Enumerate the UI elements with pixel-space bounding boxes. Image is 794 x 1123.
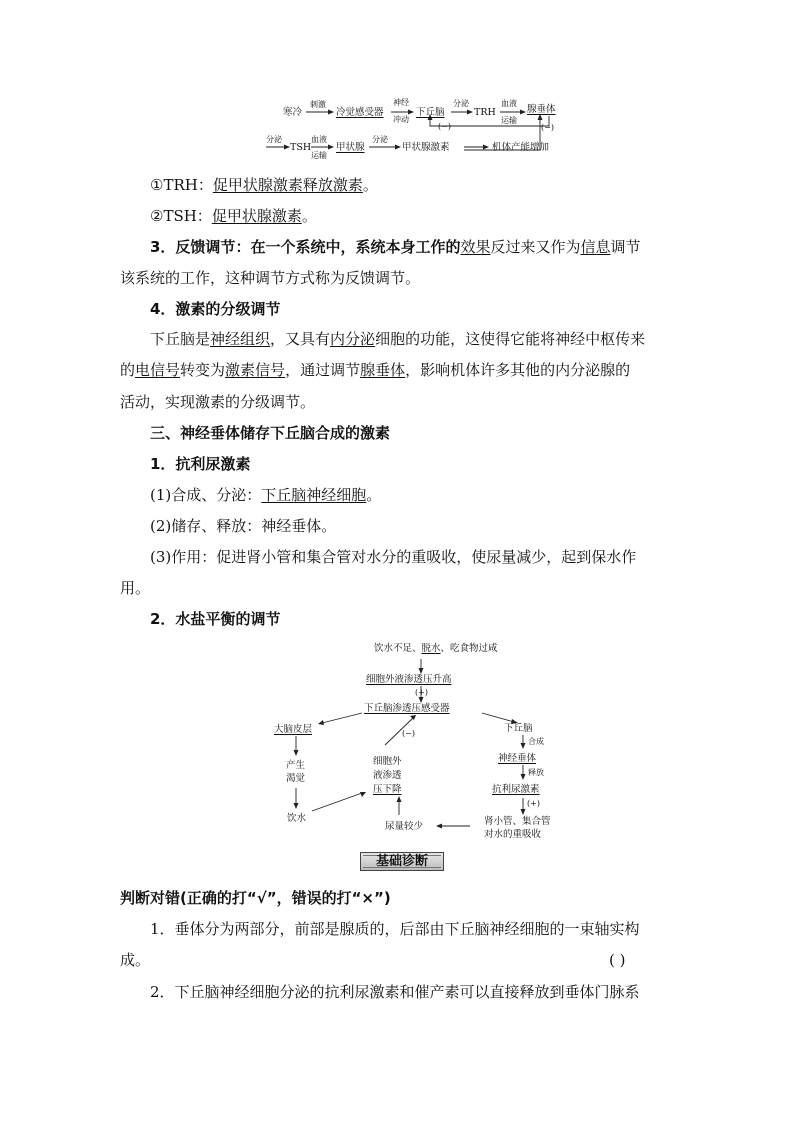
blood2-label-bottom: 运输 xyxy=(311,151,327,160)
water-salt-title: 2．水盐平衡的调节 xyxy=(150,610,281,628)
negative-sign-2: (−) xyxy=(541,123,554,132)
plus-sign-2: (+) xyxy=(527,799,540,808)
osmolarity-up-label: 细胞外液渗透压升高 xyxy=(366,674,452,685)
osmolarity-down-2: 液渗透 xyxy=(373,770,402,781)
question-2-line-1: 2．下丘脑神经细胞分泌的抗利尿激素和催产素可以直接释放到垂体门脉系 xyxy=(150,983,640,1001)
secrete-label-3: 分泌 xyxy=(372,135,388,144)
answer-blank-1[interactable]: ( ) xyxy=(609,951,626,969)
hypothalamus-node: 下丘脑 xyxy=(504,723,533,734)
thirst-label-2: 渴觉 xyxy=(286,773,306,784)
cerebral-cortex-label: 大脑皮层 xyxy=(274,724,313,735)
question-1-line-1: 1．垂体分为两部分，前部是腺质的，后部由下丘脑神经细胞的一束轴实构 xyxy=(150,920,640,938)
tsh-label: TSH xyxy=(290,142,312,153)
stimulus-label: 刺激 xyxy=(310,100,326,109)
banner-title: 基础诊断 xyxy=(375,854,428,869)
adh-function-line-2: 用。 xyxy=(120,579,151,597)
adh-title: 1．抗利尿激素 xyxy=(150,455,251,473)
instruction-text: 判断对错(正确的打“√”，错误的打“×”) xyxy=(120,889,391,907)
hypothalamus-label: 下丘脑 xyxy=(416,107,445,118)
basic-diagnosis-banner xyxy=(360,852,444,871)
section3-title: 三、神经垂体储存下丘脑合成的激素 xyxy=(150,424,391,442)
trh-label: TRH xyxy=(474,107,496,118)
cause-text: 饮水不足、脱水、吃食物过咸 xyxy=(374,643,498,654)
hierarchy-line-2: 的电信号转变为激素信号，通过调节腺垂体，影响机体许多其他的内分泌腺的 xyxy=(120,361,631,379)
pituitary-label: 腺垂体 xyxy=(527,104,556,115)
cold-receptor-label: 冷觉感受器 xyxy=(336,107,384,118)
plus-sign-1: (+) xyxy=(415,688,428,697)
adh-synthesis: (1)合成、分泌：下丘脑神经细胞。 xyxy=(150,486,382,504)
less-urine-label: 尿量较少 xyxy=(385,821,424,832)
release-label: 释放 xyxy=(528,768,544,777)
kidney-label-1: 肾小管、集合管 xyxy=(484,816,551,827)
question-1-line-2: 成。 xyxy=(120,951,151,969)
synthesize-label: 合成 xyxy=(528,737,544,746)
negative-sign-1: (−) xyxy=(438,122,451,131)
osmolarity-down-3: 压下降 xyxy=(373,784,402,795)
neurohypophysis-label: 神经垂体 xyxy=(498,753,537,764)
cold-label: 寒冷 xyxy=(283,107,303,118)
drink-water-label: 饮水 xyxy=(287,813,307,824)
osmolarity-down-1: 细胞外 xyxy=(373,756,402,767)
heat-increase-label: 机体产能增加 xyxy=(492,142,550,153)
nerve-label-bottom: 冲动 xyxy=(393,115,409,124)
hierarchy-line-1: 下丘脑是神经组织，又具有内分泌细胞的功能，这使得它能将神经中枢传来 xyxy=(150,330,646,348)
trh-definition: ①TRH：促甲状腺激素释放激素。 xyxy=(150,176,378,194)
blood-label-bottom: 运输 xyxy=(501,116,517,125)
secrete-label-2: 分泌 xyxy=(266,135,282,144)
thyroid-hormone-label: 甲状腺激素 xyxy=(402,142,450,153)
blood-label-top: 血液 xyxy=(501,99,517,108)
hierarchy-title: 4．激素的分级调节 xyxy=(150,300,281,318)
secrete-label-1: 分泌 xyxy=(453,99,469,108)
thyroid-label: 甲状腺 xyxy=(336,142,365,153)
blood2-label-top: 血液 xyxy=(311,135,327,144)
adh-node: 抗利尿激素 xyxy=(492,784,540,795)
adh-function-line-1: (3)作用：促进肾小管和集合管对水分的重吸收，使尿量减少，起到保水作 xyxy=(150,548,637,566)
osmoreceptor-label: 下丘脑渗透压感受器 xyxy=(364,703,450,714)
hierarchy-line-3: 活动，实现激素的分级调节。 xyxy=(120,393,316,411)
thirst-label-1: 产生 xyxy=(286,760,306,771)
adh-storage: (2)储存、释放：神经垂体。 xyxy=(150,517,337,535)
feedback-line-2: 该系统的工作，这种调节方式称为反馈调节。 xyxy=(120,269,421,287)
kidney-label-2: 对水的重吸收 xyxy=(484,829,542,840)
negative-sign: (−) xyxy=(402,729,415,738)
nerve-label-top: 神经 xyxy=(393,98,409,107)
feedback-line-1: 3．反馈调节：在一个系统中，系统本身工作的效果反过来又作为信息调节 xyxy=(150,238,641,256)
tsh-definition: ②TSH：促甲状腺激素。 xyxy=(150,207,317,225)
